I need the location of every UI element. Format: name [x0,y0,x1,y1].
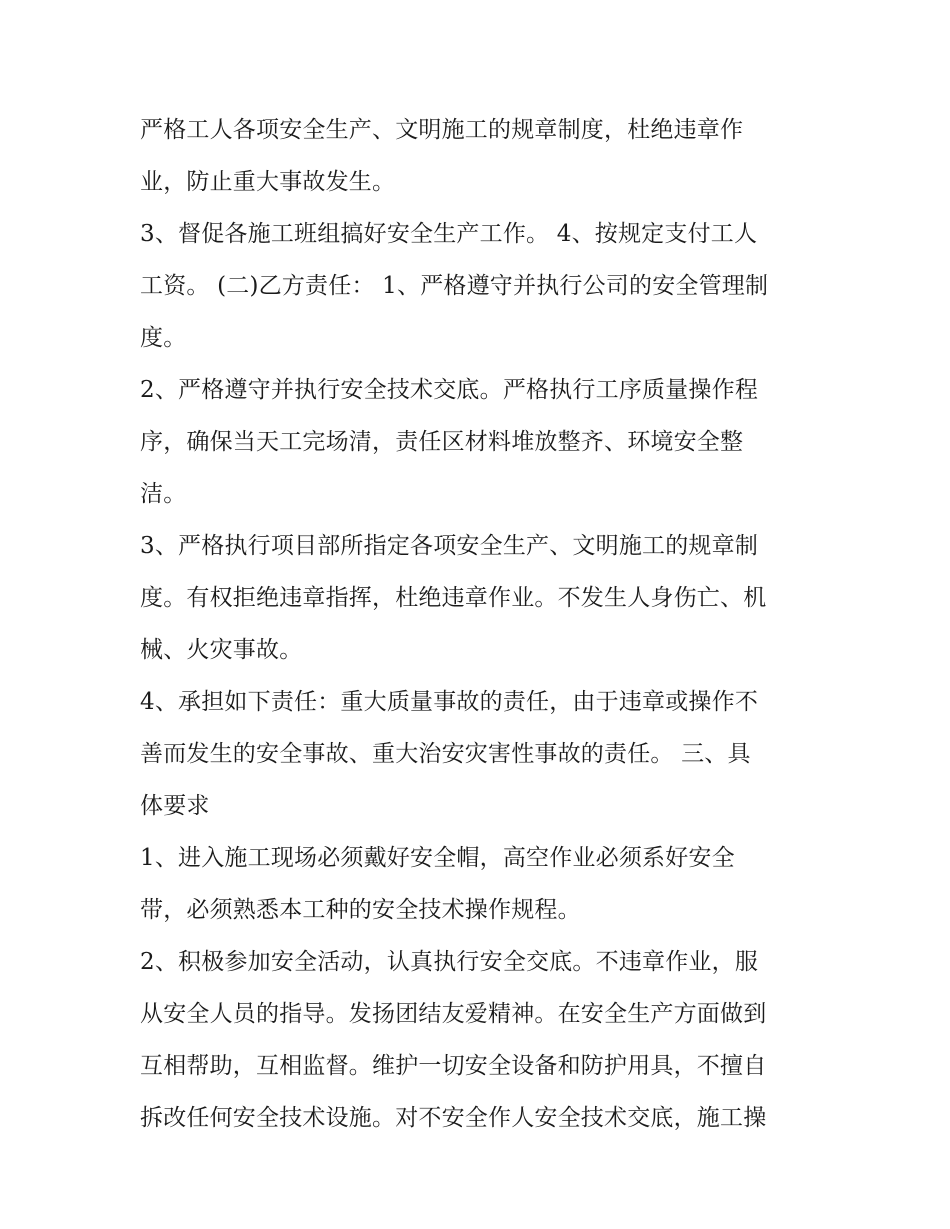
text-line: 度。 [140,325,187,351]
text-line: 2、积极参加安全活动，认真执行安全交底。不违章作业，服 [140,949,759,975]
document-body [140,104,830,1144]
text-line: 3、督促各施工班组搞好安全生产工作。 4、按规定支付工人 [140,221,758,247]
text-line: 从安全人员的指导。发扬团结友爱精神。在安全生产方面做到 [140,1001,767,1027]
text-line: 械、火灾事故。 [140,637,303,663]
text-line: 严格工人各项安全生产、文明施工的规章制度，杜绝违章作 [140,117,744,143]
text-line: 拆改任何安全技术设施。对不安全作人安全技术交底，施工操 [140,1105,767,1131]
text-line: 工资。 (二)乙方责任： 1、严格遵守并执行公司的安全管理制 [140,273,769,299]
text-line: 洁。 [140,481,187,507]
text-line: 4、承担如下责任：重大质量事故的责任，由于违章或操作不 [140,689,759,715]
text-line: 3、严格执行项目部所指定各项安全生产、文明施工的规章制 [140,533,759,559]
text-line: 体要求 [140,793,210,819]
text-line: 互相帮助，互相监督。维护一切安全设备和防护用具，不擅自 [140,1053,767,1079]
text-line: 度。有权拒绝违章指挥，杜绝违章作业。不发生人身伤亡、机 [140,585,767,611]
text-line: 序，确保当天工完场清，责任区材料堆放整齐、环境安全整 [140,429,744,455]
text-line: 带，必须熟悉本工种的安全技术操作规程。 [140,897,581,923]
text-line: 业，防止重大事故发生。 [140,169,396,195]
text-line: 善而发生的安全事故、重大治安灾害性事故的责任。 三、具 [140,741,751,767]
text-line: 2、严格遵守并执行安全技术交底。严格执行工序质量操作程 [140,377,759,403]
text-line: 1、进入施工现场必须戴好安全帽，高空作业必须系好安全 [140,845,735,871]
